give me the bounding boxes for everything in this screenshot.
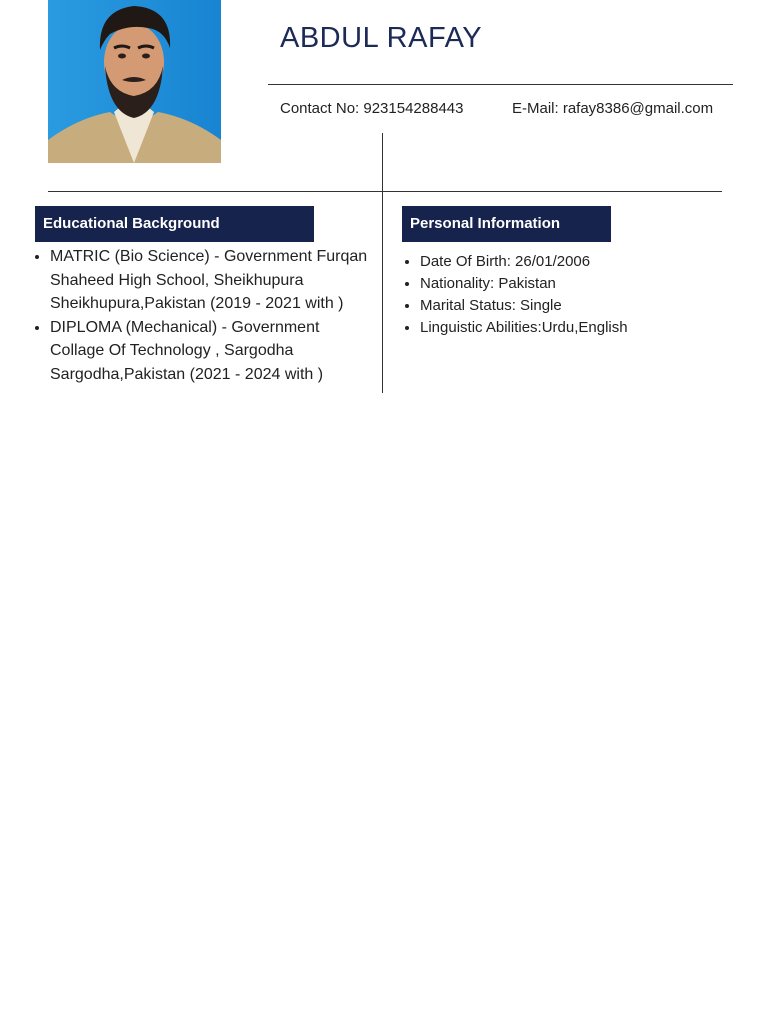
education-list <box>50 245 375 386</box>
personal-item-nationality: • Nationality: Pakistan <box>420 273 720 295</box>
column-divider <box>382 133 383 393</box>
profile-photo <box>48 0 221 163</box>
education-item-matric: • MATRIC (Bio Science) - Government Furqan Shaheed High School, Sheikhupura Sheikhupura,Pakistan (2019 - 2021 with ) <box>50 245 375 316</box>
personal-info-list <box>420 251 720 339</box>
personal-section-header: Personal Information <box>402 206 611 242</box>
personal-item-dob: • Date Of Birth: 26/01/2006 <box>420 251 720 273</box>
contact-phone: Contact No: 923154288443 <box>280 100 464 117</box>
header-divider <box>268 84 733 85</box>
section-divider <box>48 191 722 192</box>
contact-email: E-Mail: rafay8386@gmail.com <box>512 100 714 117</box>
education-section-header: Educational Background <box>35 206 314 242</box>
personal-item-languages: • Linguistic Abilities:Urdu,English <box>420 317 720 339</box>
personal-item-marital-status: • Marital Status: Single <box>420 295 720 317</box>
candidate-name: ABDUL RAFAY <box>280 22 483 54</box>
education-item-diploma: • DIPLOMA (Mechanical) - Government Collage Of Technology , Sargodha Sargodha,Pakistan (2021 - 2024 with ) <box>50 316 375 387</box>
